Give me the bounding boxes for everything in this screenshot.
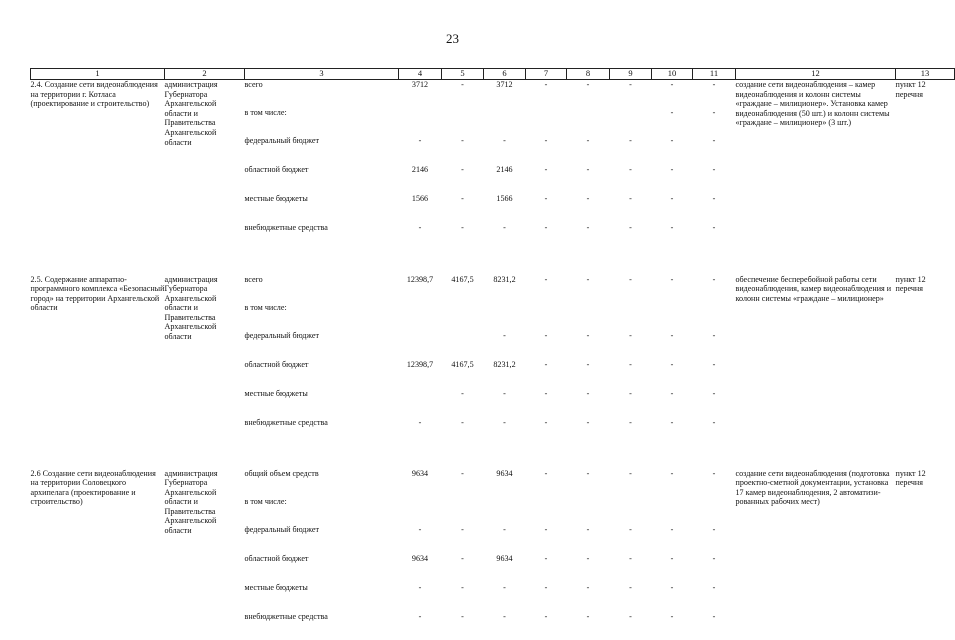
funding-source-cell: всего bbox=[244, 274, 263, 284]
amount-cell: - bbox=[586, 582, 590, 592]
amount-cell: - bbox=[670, 611, 674, 621]
amount-cell: - bbox=[712, 553, 716, 563]
amount-cell: - bbox=[712, 468, 716, 478]
funding-source-cell: общий объем средств bbox=[244, 468, 319, 478]
amount-cell: - bbox=[586, 274, 590, 284]
amount-cell: - bbox=[503, 388, 506, 398]
table-row bbox=[31, 275, 955, 303]
reference-cell: пункт 12 перечня bbox=[895, 274, 926, 294]
column-header: 8 bbox=[567, 69, 610, 80]
funding-source-cell: областной бюджет bbox=[244, 164, 309, 174]
amount-cell: - bbox=[670, 80, 674, 89]
amount-cell bbox=[693, 497, 736, 525]
amount-cell bbox=[610, 108, 652, 136]
event-cell: 2.5. Содержание аппаратно-программного комплекса «Безопасный город» на территории Архангельской области bbox=[30, 274, 165, 313]
amount-cell: - bbox=[418, 582, 422, 592]
column-header: 6 bbox=[484, 69, 526, 80]
amount-cell: - bbox=[461, 553, 464, 563]
column-header: 2 bbox=[165, 69, 245, 80]
amount-cell: - bbox=[712, 274, 716, 284]
amount-cell: 12398,7 bbox=[406, 274, 434, 284]
amount-cell: - bbox=[544, 80, 548, 89]
amount-cell: - bbox=[461, 135, 464, 145]
amount-cell: - bbox=[461, 582, 464, 592]
amount-cell: - bbox=[544, 164, 548, 174]
amount-cell: - bbox=[586, 330, 590, 340]
amount-cell bbox=[442, 497, 484, 525]
amount-cell: - bbox=[586, 524, 590, 534]
amount-cell: - bbox=[629, 468, 632, 478]
amount-cell bbox=[610, 303, 652, 331]
amount-cell: - bbox=[670, 274, 674, 284]
amount-cell: - bbox=[670, 468, 674, 478]
funding-source-cell: областной бюджет bbox=[244, 553, 309, 563]
amount-cell: - bbox=[670, 135, 674, 145]
executor-cell: администрация Губернатора Архангельской области и Правительства Архангельской области bbox=[164, 80, 218, 147]
group-spacer bbox=[31, 446, 955, 469]
amount-cell: - bbox=[544, 582, 548, 592]
amount-cell: - bbox=[629, 417, 632, 427]
result-cell: создание сети видеонаблюдения (подготовка проектно-сметной документации, установка 17 камер видеонаблюдения, 2 автоматизи-рованных рабочих мест) bbox=[735, 468, 890, 507]
spacer-cell bbox=[31, 446, 955, 469]
funding-source-cell: внебюджетные средства bbox=[244, 417, 328, 427]
amount-cell bbox=[399, 389, 442, 418]
amount-cell: - bbox=[544, 135, 548, 145]
amount-cell: - bbox=[461, 164, 464, 174]
column-header: 3 bbox=[245, 69, 399, 80]
amount-cell: - bbox=[461, 193, 464, 203]
amount-cell: - bbox=[712, 135, 716, 145]
amount-cell: - bbox=[503, 417, 506, 427]
funding-source-cell: всего bbox=[244, 80, 263, 89]
amount-cell: 8231,2 bbox=[493, 359, 516, 369]
funding-source-cell: областной бюджет bbox=[244, 359, 309, 369]
event-cell: 2.4. Создание сети видеонаблюдения на территории г. Котласа (проектирование и строительство) bbox=[30, 80, 158, 109]
amount-cell: 4167,5 bbox=[451, 274, 474, 284]
amount-cell: - bbox=[629, 80, 632, 89]
amount-cell: - bbox=[586, 135, 590, 145]
amount-cell: - bbox=[461, 80, 464, 89]
amount-cell: 2146 bbox=[496, 164, 513, 174]
event-cell: 2.6 Создание сети видеонаблюдения на территории Соловецкого архипелага (проектирование и строительство) bbox=[30, 468, 156, 507]
amount-cell: - bbox=[418, 135, 422, 145]
funding-source-cell: внебюджетные средства bbox=[244, 222, 328, 232]
amount-cell: 3712 bbox=[496, 80, 513, 89]
amount-cell bbox=[399, 303, 442, 331]
amount-cell: - bbox=[461, 468, 464, 478]
funding-source-cell: в том числе: bbox=[244, 107, 287, 117]
funding-source-cell: местные бюджеты bbox=[244, 388, 308, 398]
amount-cell bbox=[610, 497, 652, 525]
amount-cell: - bbox=[629, 582, 632, 592]
executor-cell: администрация Губернатора Архангельской области и Правительства Архангельской области bbox=[164, 468, 218, 536]
amount-cell: 9634 bbox=[496, 553, 513, 563]
amount-cell: - bbox=[461, 524, 464, 534]
amount-cell: - bbox=[461, 417, 464, 427]
amount-cell bbox=[567, 497, 610, 525]
amount-cell bbox=[652, 303, 693, 331]
amount-cell: - bbox=[712, 222, 716, 232]
group-spacer bbox=[31, 251, 955, 275]
amount-cell: - bbox=[418, 611, 422, 621]
program-table bbox=[30, 68, 955, 640]
funding-source-cell: федеральный бюджет bbox=[244, 330, 319, 340]
amount-cell: 12398,7 bbox=[406, 359, 434, 369]
amount-cell: - bbox=[586, 417, 590, 427]
amount-cell: - bbox=[629, 222, 632, 232]
amount-cell bbox=[652, 497, 693, 525]
amount-cell: - bbox=[670, 417, 674, 427]
amount-cell bbox=[693, 303, 736, 331]
amount-cell: 2146 bbox=[411, 164, 429, 174]
amount-cell: - bbox=[712, 359, 716, 369]
amount-cell: - bbox=[670, 164, 674, 174]
amount-cell: - bbox=[670, 330, 674, 340]
header-row bbox=[31, 69, 955, 80]
reference-cell: пункт 12 перечня bbox=[895, 80, 926, 99]
amount-cell: - bbox=[629, 193, 632, 203]
column-header: 10 bbox=[652, 69, 693, 80]
column-header: 5 bbox=[442, 69, 484, 80]
amount-cell: - bbox=[712, 582, 716, 592]
column-header: 12 bbox=[736, 69, 896, 80]
amount-cell: - bbox=[503, 222, 506, 232]
amount-cell bbox=[526, 108, 567, 136]
amount-cell: - bbox=[629, 611, 632, 621]
column-header: 7 bbox=[526, 69, 567, 80]
amount-cell: - bbox=[712, 107, 716, 117]
amount-cell: 9634 bbox=[411, 553, 429, 563]
column-header: 1 bbox=[31, 69, 165, 80]
amount-cell: 8231,2 bbox=[493, 274, 516, 284]
amount-cell: - bbox=[418, 524, 422, 534]
amount-cell: - bbox=[544, 193, 548, 203]
amount-cell bbox=[484, 497, 526, 525]
amount-cell: - bbox=[670, 553, 674, 563]
column-header: 11 bbox=[693, 69, 736, 80]
amount-cell: - bbox=[629, 524, 632, 534]
amount-cell: - bbox=[670, 524, 674, 534]
amount-cell: - bbox=[629, 553, 632, 563]
column-header: 4 bbox=[399, 69, 442, 80]
amount-cell: - bbox=[629, 359, 632, 369]
amount-cell bbox=[399, 108, 442, 136]
amount-cell bbox=[442, 108, 484, 136]
amount-cell: - bbox=[503, 582, 506, 592]
amount-cell: - bbox=[586, 359, 590, 369]
amount-cell: - bbox=[586, 193, 590, 203]
amount-cell: - bbox=[586, 553, 590, 563]
amount-cell: - bbox=[544, 468, 548, 478]
amount-cell: - bbox=[629, 388, 632, 398]
funding-source-cell: в том числе: bbox=[244, 496, 287, 506]
amount-cell: - bbox=[712, 611, 716, 621]
executor-cell: администрация Губернатора Архангельской области и Правительства Архангельской области bbox=[164, 274, 218, 342]
amount-cell bbox=[526, 303, 567, 331]
amount-cell: - bbox=[544, 388, 548, 398]
amount-cell: - bbox=[629, 274, 632, 284]
table-row bbox=[31, 469, 955, 497]
table-row bbox=[31, 80, 955, 108]
amount-cell: - bbox=[712, 330, 716, 340]
amount-cell: - bbox=[461, 611, 464, 621]
funding-source-cell: федеральный бюджет bbox=[244, 524, 319, 534]
result-cell: обеспечение бесперебойной работы сети видеонаблюдения, камер видеонаблюдения и колонн системы «граждане – милиционер» bbox=[735, 274, 892, 303]
amount-cell: - bbox=[586, 164, 590, 174]
column-header: 9 bbox=[610, 69, 652, 80]
column-header: 13 bbox=[896, 69, 955, 80]
amount-cell: - bbox=[629, 164, 632, 174]
amount-cell: - bbox=[629, 135, 632, 145]
amount-cell: 1566 bbox=[496, 193, 513, 203]
amount-cell: - bbox=[544, 274, 548, 284]
amount-cell: - bbox=[418, 222, 422, 232]
amount-cell: - bbox=[544, 330, 548, 340]
amount-cell: - bbox=[712, 164, 716, 174]
amount-cell: 3712 bbox=[411, 80, 429, 89]
amount-cell: - bbox=[712, 80, 716, 89]
amount-cell: - bbox=[712, 417, 716, 427]
amount-cell: - bbox=[670, 582, 674, 592]
amount-cell: - bbox=[418, 417, 422, 427]
amount-cell bbox=[526, 497, 567, 525]
amount-cell: 4167,5 bbox=[451, 359, 474, 369]
amount-cell: - bbox=[712, 388, 716, 398]
amount-cell: - bbox=[544, 417, 548, 427]
amount-cell: - bbox=[503, 611, 506, 621]
funding-source-cell: внебюджетные средства bbox=[244, 611, 328, 621]
amount-cell bbox=[484, 108, 526, 136]
amount-cell: - bbox=[461, 388, 464, 398]
amount-cell: - bbox=[670, 107, 674, 117]
amount-cell: - bbox=[544, 359, 548, 369]
reference-cell: пункт 12 перечня bbox=[895, 468, 926, 488]
amount-cell: - bbox=[503, 524, 506, 534]
amount-cell: - bbox=[461, 222, 464, 232]
amount-cell bbox=[567, 303, 610, 331]
amount-cell: - bbox=[586, 80, 590, 89]
amount-cell: - bbox=[544, 553, 548, 563]
amount-cell bbox=[399, 497, 442, 525]
funding-source-cell: местные бюджеты bbox=[244, 582, 308, 592]
amount-cell: - bbox=[586, 388, 590, 398]
amount-cell bbox=[442, 303, 484, 331]
amount-cell: - bbox=[503, 135, 506, 145]
funding-source-cell: федеральный бюджет bbox=[244, 135, 319, 145]
amount-cell: 9634 bbox=[496, 468, 513, 478]
amount-cell: - bbox=[670, 193, 674, 203]
page-number: 23 bbox=[446, 31, 459, 46]
amount-cell: - bbox=[544, 524, 548, 534]
amount-cell: - bbox=[670, 222, 674, 232]
amount-cell: - bbox=[670, 359, 674, 369]
amount-cell: - bbox=[586, 468, 590, 478]
amount-cell: - bbox=[629, 330, 632, 340]
funding-source-cell: в том числе: bbox=[244, 302, 287, 312]
result-cell: создание сети видеонаблюдения – камер видеонаблюдения и колонн системы «граждане – милиционер». Установка камер видеонаблюдения (50 шт.) и колонн системы «граждане – милиционер» (3 шт.) bbox=[735, 80, 890, 128]
amount-cell: - bbox=[544, 611, 548, 621]
amount-cell bbox=[399, 331, 442, 360]
amount-cell: - bbox=[503, 330, 506, 340]
amount-cell bbox=[567, 108, 610, 136]
amount-cell: - bbox=[544, 222, 548, 232]
amount-cell: - bbox=[712, 524, 716, 534]
funding-source-cell: местные бюджеты bbox=[244, 193, 308, 203]
spacer-cell bbox=[31, 251, 955, 275]
amount-cell: - bbox=[586, 222, 590, 232]
amount-cell: 9634 bbox=[411, 468, 429, 478]
amount-cell: - bbox=[586, 611, 590, 621]
amount-cell bbox=[484, 303, 526, 331]
amount-cell: - bbox=[670, 388, 674, 398]
amount-cell: - bbox=[712, 193, 716, 203]
amount-cell bbox=[442, 331, 484, 360]
amount-cell: 1566 bbox=[411, 193, 429, 203]
